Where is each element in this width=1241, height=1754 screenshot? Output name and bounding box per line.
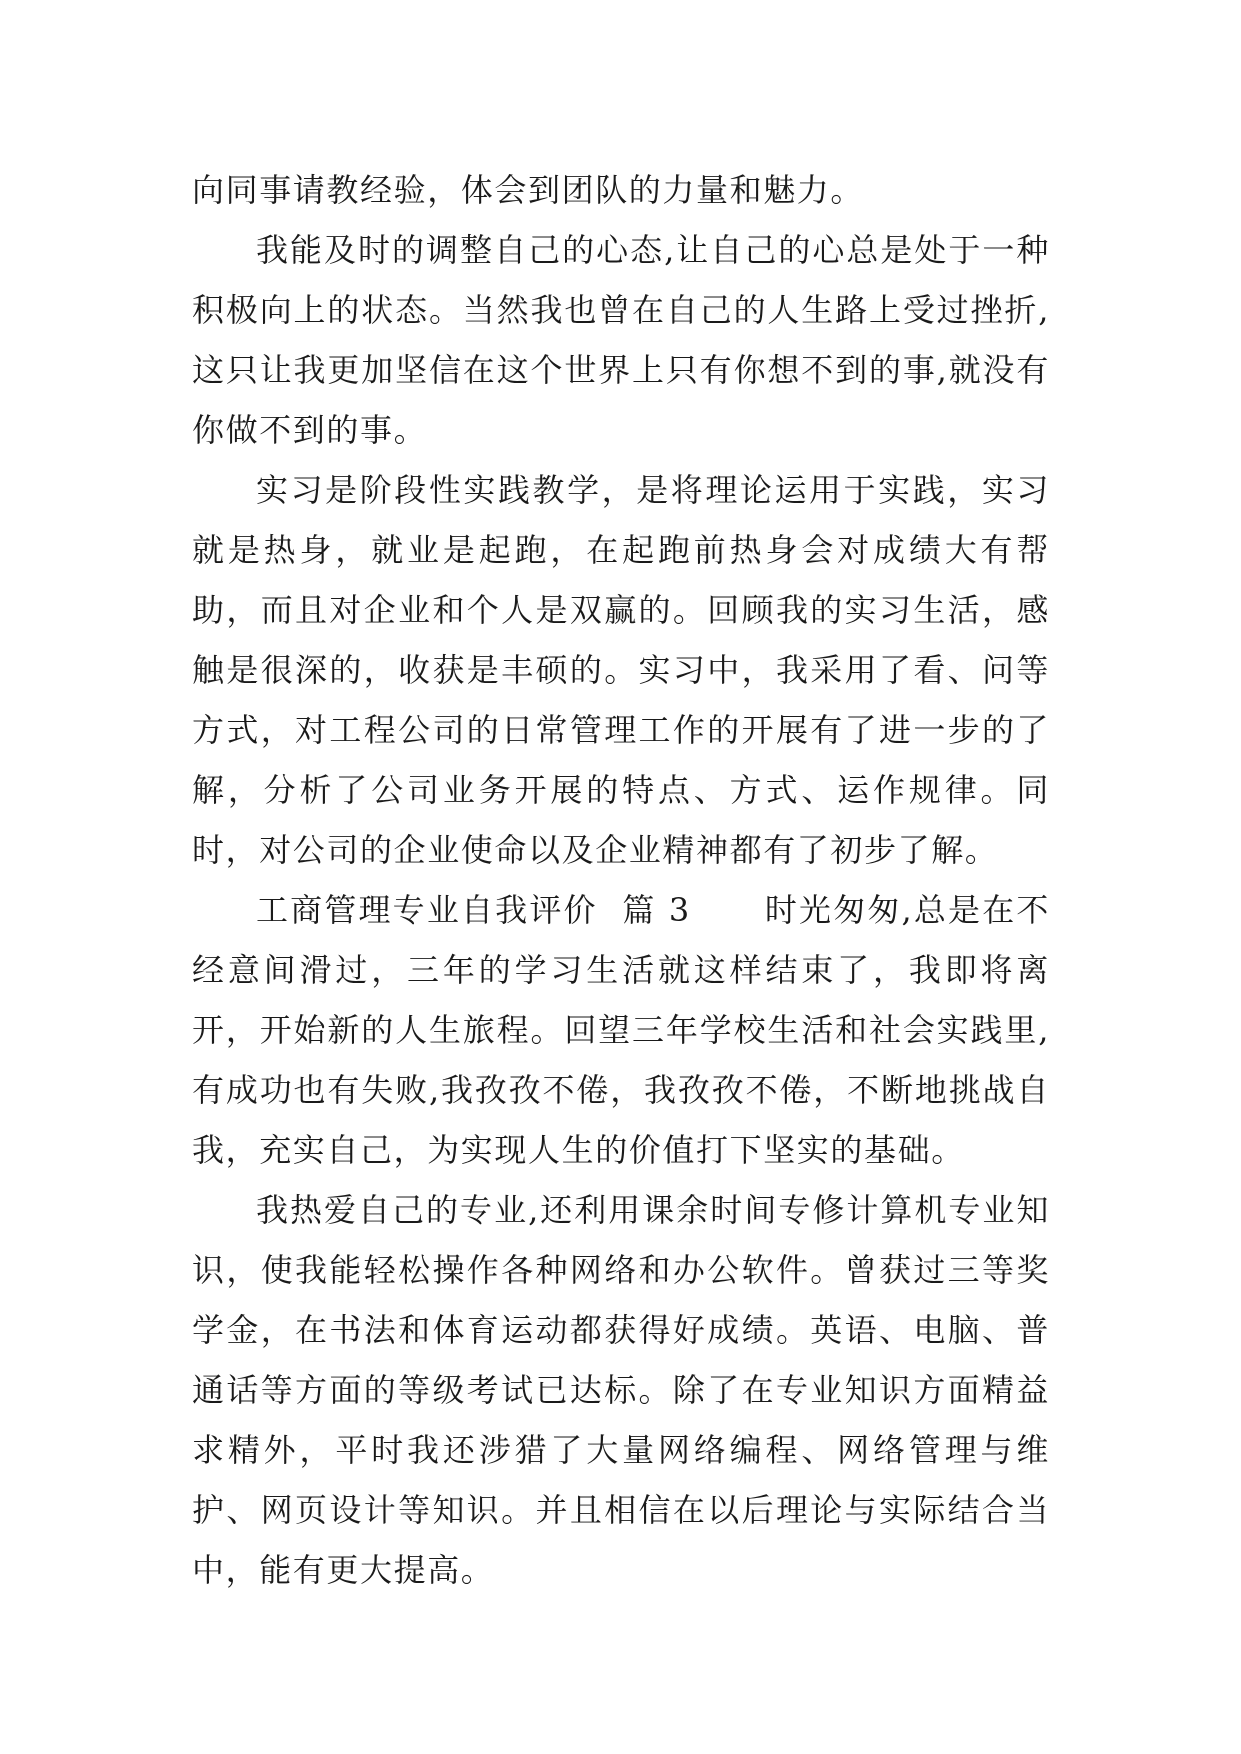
paragraph-2: 我能及时的调整自己的心态,让自己的心总是处于一种积极向上的状态。当然我也曾在自己的人生路上受过挫折,这只让我更加坚信在这个世界上只有你想不到的事,就没有你做不到的事。 <box>192 231 1050 449</box>
paragraph-4 <box>192 880 1050 1180</box>
paragraph-3: 实习是阶段性实践教学，是将理论运用于实践，实习就是热身，就业是起跑，在起跑前热身会对成绩大有帮助，而且对企业和个人是双赢的。回顾我的实习生活，感触是很深的，收获是丰硕的。实习中，我采用了看、问等方式，对工程公司的日常管理工作的开展有了进一步的了解，分析了公司业务开展的特点、方式、运作规律。同时，对公司的企业使命以及企业精神都有了初步了解。 <box>192 471 1050 869</box>
paragraph-1: 向同事请教经验，体会到团队的力量和魅力。 <box>192 171 865 209</box>
heading-gap <box>691 891 765 929</box>
paragraph-4-text: 时光匆匆,总是在不经意间滑过，三年的学习生活就这样结束了，我即将离开，开始新的人生旅程。回望三年学校生活和社会实践里,有成功也有失败,我孜孜不倦，我孜孜不倦，不断地挑战自我，充实自己，为实现人生的价值打下坚实的基础。 <box>192 891 1050 1169</box>
paragraph-5: 我热爱自己的专业,还利用课余时间专修计算机专业知识，使我能轻松操作各种网络和办公软件。曾获过三等奖学金，在书法和体育运动都获得好成绩。英语、电脑、普通话等方面的等级考试已达标。除了在专业知识方面精益求精外，平时我还涉猎了大量网络编程、网络管理与维护、网页设计等知识。并且相信在以后理论与实际结合当中，能有更大提高。 <box>192 1191 1050 1589</box>
section-heading: 工商管理专业自我评价 篇 3 <box>256 891 691 929</box>
document-body <box>192 160 1050 1600</box>
